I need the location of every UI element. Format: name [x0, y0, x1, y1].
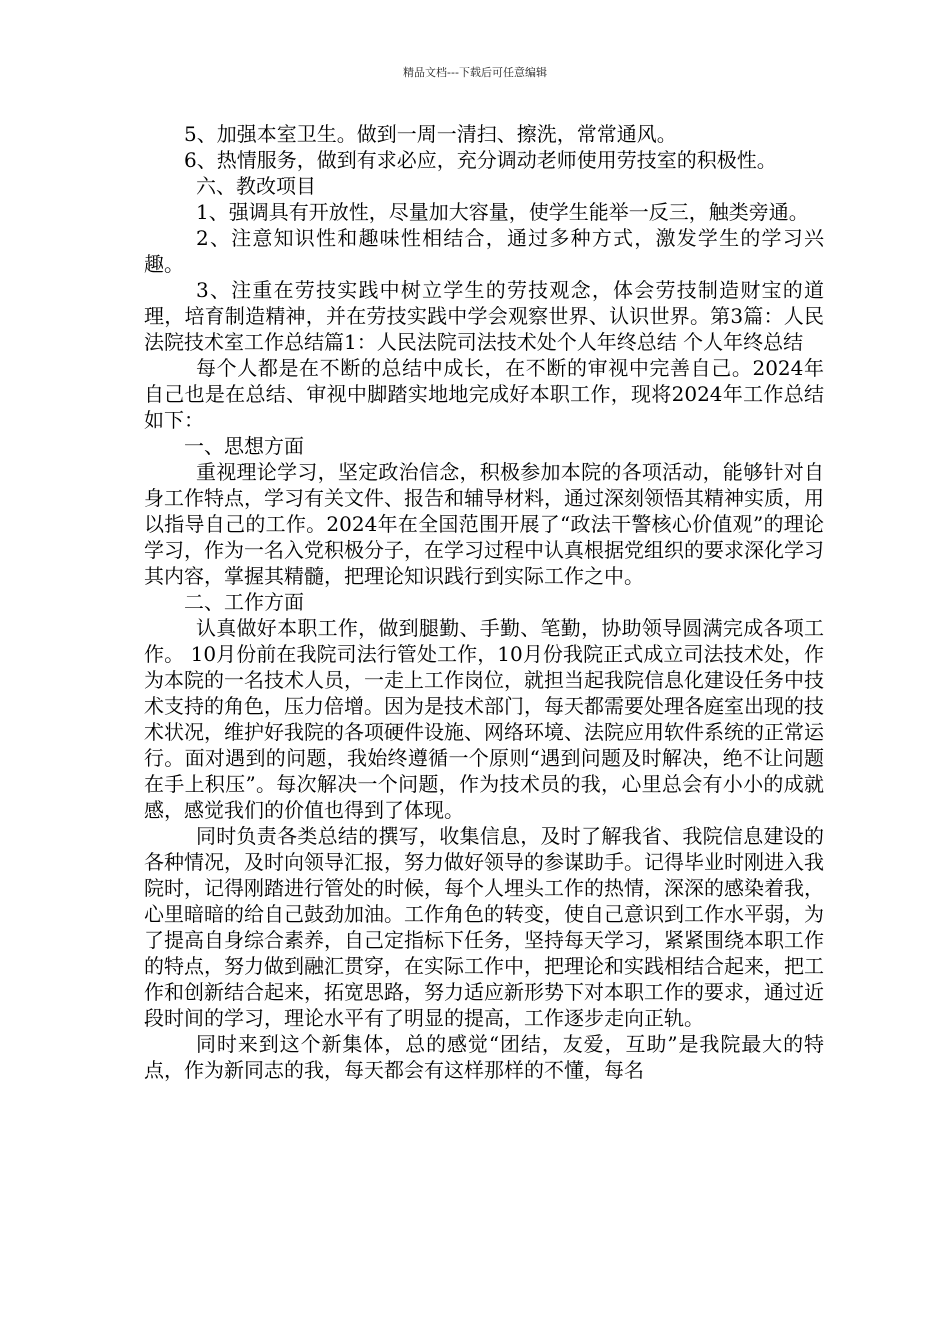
paragraph: 每个人都是在不断的总结中成长，在不断的审视中完善自己。2024年自己也是在总结、审视中脚踏实地地完成好本职工作，现将2024年工作总结如下： — [144, 356, 824, 432]
page-header: 精品文档---下载后可任意编辑 — [403, 66, 547, 79]
paragraph: 6、热情服务，做到有求必应，充分调动老师使用劳技室的积极性。 — [184, 148, 777, 172]
document-body — [144, 121, 824, 1083]
paragraph: 2、注意知识性和趣味性相结合，通过多种方式，激发学生的学习兴趣。 — [144, 226, 824, 276]
paragraph: 同时来到这个新集体，总的感觉“团结，友爱，互助”是我院最大的特点，作为新同志的我，每天都会有这样那样的不懂，每名 — [144, 1032, 824, 1082]
paragraph: 3、注重在劳技实践中树立学生的劳技观念，体会劳技制造财宝的道理，培育制造精神，并在劳技实践中学会观察世界、认识世界。第3篇：人民法院技术室工作总结篇1：人民法院司法技术处个人年终总结 个人年终总结 — [144, 278, 824, 354]
paragraph: 1、强调具有开放性，尽量加大容量，使学生能举一反三，触类旁通。 — [196, 200, 809, 224]
section-heading: 一、思想方面 — [184, 434, 304, 458]
paragraph: 5、加强本室卫生。做到一周一清扫、擦洗，常常通风。 — [184, 122, 677, 146]
paragraph: 同时负责各类总结的撰写，收集信息，及时了解我省、我院信息建设的各种情况，及时向领导汇报，努力做好领导的参谋助手。记得毕业时刚进入我院时，记得刚踏进行管处的时候，每个人埋头工作的热情，深深的感染着我，心里暗暗的给自己鼓劲加油。工作角色的转变，使自己意识到工作水平弱，为了提高自身综合素养，自己定指标下任务，坚持每天学习，紧紧围绕本职工作的特点，努力做到融汇贯穿，在实际工作中，把理论和实践相结合起来，把工作和创新结合起来，拓宽思路，努力适应新形势下对本职工作的要求，通过近段时间的学习，理论水平有了明显的提高，工作逐步走向正轨。 — [144, 824, 824, 1030]
paragraph: 认真做好本职工作，做到腿勤、手勤、笔勤，协助领导圆满完成各项工作。 10月份前在我院司法行管处工作，10月份我院正式成立司法技术处，作为本院的一名技术人员，一走上工作岗位，就担当起我院信息化建设任务中技术支持的角色，压力倍增。因为是技术部门，每天都需要处理各庭室出现的技术状况，维护好我院的各项硬件设施、网络环境、法院应用软件系统的正常运行。面对遇到的问题，我始终遵循一个原则“遇到问题及时解决，绝不让问题在手上积压”。每次解决一个问题，作为技术员的我，心里总会有小小的成就感，感觉我们的价值也得到了体现。 — [144, 616, 824, 822]
paragraph: 重视理论学习，坚定政治信念，积极参加本院的各项活动，能够针对自身工作特点，学习有关文件、报告和辅导材料，通过深刻领悟其精神实质，用以指导自己的工作。2024年在全国范围开展了“政法干警核心价值观”的理论学习，作为一名入党积极分子，在学习过程中认真根据党组织的要求深化学习其内容，掌握其精髓，把理论知识践行到实际工作之中。 — [144, 460, 824, 588]
section-heading: 二、工作方面 — [184, 590, 304, 614]
section-heading: 六、教改项目 — [196, 174, 316, 198]
